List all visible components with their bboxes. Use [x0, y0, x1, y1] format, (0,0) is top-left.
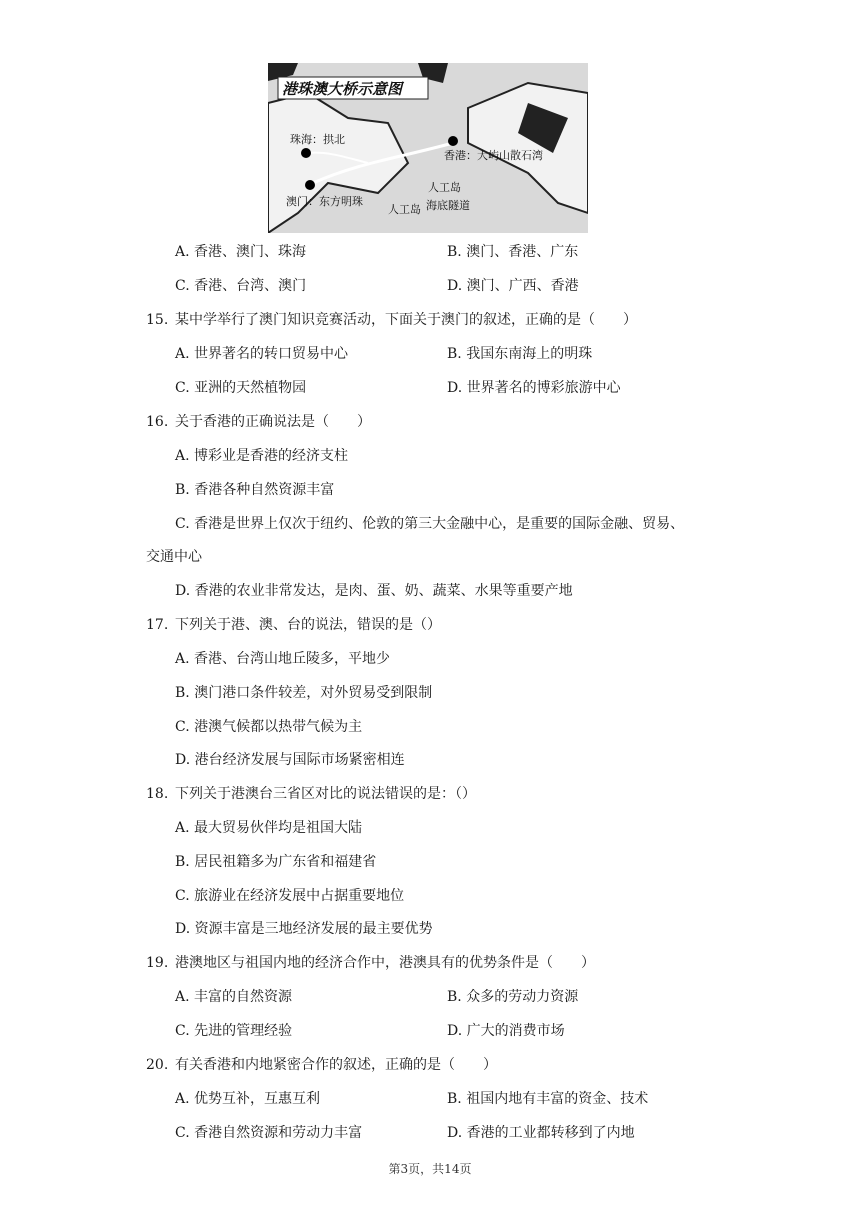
- q17-option-b[interactable]: B. 澳门港口条件较差，对外贸易受到限制: [175, 685, 433, 701]
- map-label-hongkong: 香港：大屿山散石湾: [444, 149, 543, 162]
- q19-option-d[interactable]: D. 广大的消费市场: [447, 1023, 565, 1039]
- q17-option-d[interactable]: D. 港台经济发展与国际市场紧密相连: [175, 752, 405, 768]
- q17-number: 17.: [146, 617, 169, 633]
- q19-option-a[interactable]: A. 丰富的自然资源: [175, 989, 293, 1005]
- q15-option-b[interactable]: B. 我国东南海上的明珠: [447, 346, 593, 362]
- map-label-tunnel: 海底隧道: [426, 199, 470, 212]
- q18-option-d[interactable]: D. 资源丰富是三地经济发展的最主要优势: [175, 921, 433, 937]
- q16-number: 16.: [146, 414, 169, 430]
- q16-option-b[interactable]: B. 香港各种自然资源丰富: [175, 482, 335, 498]
- q20-number: 20.: [146, 1057, 169, 1073]
- q17-option-a[interactable]: A. 香港、台湾山地丘陵多，平地少: [175, 651, 391, 667]
- map-label-zhuhai: 珠海：拱北: [290, 133, 345, 146]
- q18-number: 18.: [146, 786, 169, 802]
- q19-option-b[interactable]: B. 众多的劳动力资源: [447, 989, 579, 1005]
- q19-option-c[interactable]: C. 先进的管理经验: [175, 1023, 293, 1039]
- q15-stem: 某中学举行了澳门知识竞赛活动，下面关于澳门的叙述，正确的是（ ）: [175, 312, 637, 328]
- q18-stem: 下列关于港澳台三省区对比的说法错误的是：（）: [175, 786, 476, 802]
- q20-option-d[interactable]: D. 香港的工业都转移到了内地: [447, 1125, 635, 1141]
- q20-option-b[interactable]: B. 祖国内地有丰富的资金、技术: [447, 1091, 649, 1107]
- q18-option-c[interactable]: C. 旅游业在经济发展中占据重要地位: [175, 888, 405, 904]
- q16-option-a[interactable]: A. 博彩业是香港的经济支柱: [175, 448, 349, 464]
- q18-option-b[interactable]: B. 居民祖籍多为广东省和福建省: [175, 854, 377, 870]
- q15-option-c[interactable]: C. 亚洲的天然植物园: [175, 380, 307, 396]
- q20-option-c[interactable]: C. 香港自然资源和劳动力丰富: [175, 1125, 363, 1141]
- map-title: 港珠澳大桥示意图: [282, 80, 403, 98]
- q17-stem: 下列关于港、澳、台的说法，错误的是（）: [175, 617, 441, 633]
- q16-option-c-continued: 交通中心: [146, 549, 202, 565]
- q17-option-c[interactable]: C. 港澳气候都以热带气候为主: [175, 719, 363, 735]
- q14-option-b[interactable]: B. 澳门、香港、广东: [447, 244, 579, 260]
- q20-stem: 有关香港和内地紧密合作的叙述，正确的是（ ）: [175, 1057, 497, 1073]
- q15-option-a[interactable]: A. 世界著名的转口贸易中心: [175, 346, 349, 362]
- q19-stem: 港澳地区与祖国内地的经济合作中，港澳具有的优势条件是（ ）: [175, 955, 595, 971]
- q18-option-a[interactable]: A. 最大贸易伙伴均是祖国大陆: [175, 820, 363, 836]
- bridge-map-figure: [268, 63, 588, 233]
- map-label-macau: 澳门：东方明珠: [286, 195, 363, 208]
- q19-number: 19.: [146, 955, 169, 971]
- page-footer: 第3页，共14页: [388, 1162, 472, 1176]
- map-label-island-1: 人工岛: [428, 181, 461, 194]
- q16-stem: 关于香港的正确说法是（ ）: [175, 414, 371, 430]
- q14-option-d[interactable]: D. 澳门、广西、香港: [447, 278, 579, 294]
- q20-option-a[interactable]: A. 优势互补，互惠互利: [175, 1091, 321, 1107]
- map-label-island-2: 人工岛: [388, 203, 421, 216]
- q15-option-d[interactable]: D. 世界著名的博彩旅游中心: [447, 380, 621, 396]
- q16-option-c[interactable]: C. 香港是世界上仅次于纽约、伦敦的第三大金融中心，是重要的国际金融、贸易、: [175, 516, 685, 532]
- q16-option-d[interactable]: D. 香港的农业非常发达，是肉、蛋、奶、蔬菜、水果等重要产地: [175, 583, 573, 599]
- q14-option-a[interactable]: A. 香港、澳门、珠海: [175, 244, 307, 260]
- q15-number: 15.: [146, 312, 169, 328]
- bridge-map-drawing: [268, 63, 588, 233]
- q14-option-c[interactable]: C. 香港、台湾、澳门: [175, 278, 307, 294]
